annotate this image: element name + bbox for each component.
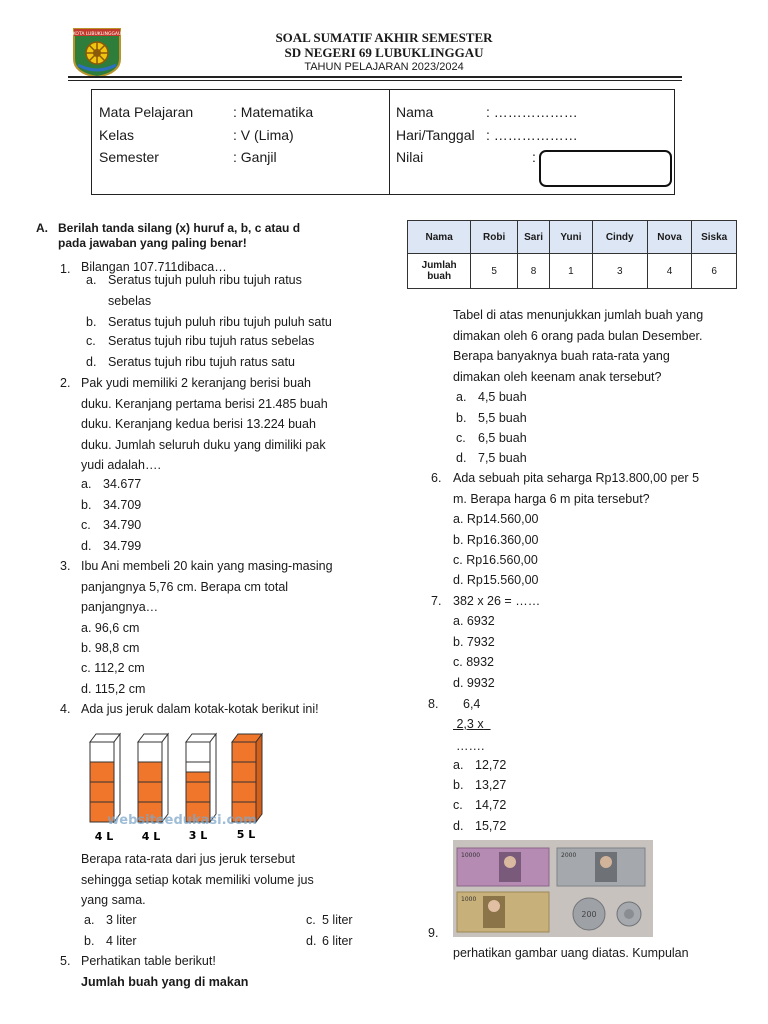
q2-option-a[interactable]: 34.677 [103,477,142,491]
table-cell: 3 [592,254,647,289]
q4-option-a[interactable]: 3 liter [106,913,137,927]
date-field[interactable]: : ……………… [486,127,578,143]
q5-option-b[interactable]: 5,5 buah [478,411,527,425]
q5-option-a-letter[interactable]: a. [456,390,467,404]
box-label-1: 4 L [94,830,114,843]
class-label: Kelas [99,127,135,143]
q1-option-a-letter[interactable]: a. [86,273,97,287]
table-header: Siska [692,221,737,254]
name-label: Nama [396,104,434,120]
q5-option-d[interactable]: 7,5 buah [478,451,527,465]
q5-option-c-letter[interactable]: c. [456,431,466,445]
header-rule [68,76,682,78]
info-divider [389,90,390,194]
q7-option-b[interactable]: b. 7932 [453,635,495,649]
q5-question: Tabel di atas menunjukkan jumlah buah yang dimakan oleh 6 orang pada bulan Desember. Berapa banyaknya buah rata-rata yang dimakan oleh keenam anak tersebut? [453,308,704,384]
q4-option-c[interactable]: 5 liter [322,913,353,927]
q5-number: 5. [60,954,71,968]
q6-option-b[interactable]: b. Rp16.360,00 [453,533,539,547]
table-header-row [408,221,737,254]
watermark: websiteedukasi.com [107,813,257,828]
q6-option-c[interactable]: c. Rp16.560,00 [453,553,538,567]
q5-table-title: Jumlah buah yang di makan [81,975,249,989]
school-year: TAHUN PELAJARAN 2023/2024 [304,61,464,73]
banknote-1000 [457,892,549,932]
class-value: : V (Lima) [233,127,294,143]
coin-200 [573,898,605,930]
section-letter: A. [36,221,48,235]
q3-text: Ibu Ani membeli 20 kain yang masing-masing panjangnya 5,76 cm. Berapa cm total panjangnya… [81,559,333,614]
q6-number: 6. [431,471,442,485]
q3-option-d[interactable]: d. 115,2 cm [81,682,146,696]
q6-option-d[interactable]: d. Rp15.560,00 [453,573,539,587]
q8-option-b[interactable]: 13,27 [475,778,507,792]
section-instruction-1: Berilah tanda silang (x) huruf a, b, c atau d [58,221,301,235]
q4-option-b-letter[interactable]: b. [84,934,95,948]
q2-option-a-letter[interactable]: a. [81,477,92,491]
q2-option-b[interactable]: 34.709 [103,498,142,512]
table-cell: 1 [550,254,593,289]
juice-boxes-figure [84,728,274,844]
q6-text: Ada sebuah pita seharga Rp13.800,00 per 5 m. Berapa harga 6 m pita tersebut? [453,471,700,506]
q4-text: Ada jus jeruk dalam kotak-kotak berikut ini! [81,702,319,716]
box-label-3: 3 L [188,829,208,842]
q7-number: 7. [431,594,442,608]
q3-option-a[interactable]: a. 96,6 cm [81,621,140,635]
score-label: Nilai [396,149,424,165]
q8-option-c-letter[interactable]: c. [453,798,463,812]
section-instruction-2: pada jawaban yang paling benar! [58,236,247,250]
q3-number: 3. [60,559,71,573]
q1-option-b[interactable]: Seratus tujuh puluh ribu tujuh puluh satu [108,315,332,329]
score-box[interactable] [539,150,672,187]
q4-number: 4. [60,702,71,716]
q8-result-blank: ……. [456,739,485,753]
table-row-label: Jumlah buah [408,254,471,289]
juice-column-4 [232,734,262,822]
coin-small [617,902,641,926]
q1-option-a-cont: sebelas [108,294,152,308]
q4-option-a-letter[interactable]: a. [84,913,95,927]
logo-caption: KOTA LUBUKLINGGAU [72,32,122,37]
q1-option-c[interactable]: Seratus tujuh ribu tujuh ratus sebelas [108,334,315,348]
svg-text:1000: 1000 [461,896,477,903]
q1-option-b-letter[interactable]: b. [86,315,97,329]
table-header: Cindy [592,221,647,254]
table-header: Robi [471,221,518,254]
q8-operand-2: 2,3 x [456,717,484,731]
table-header: Nama [408,221,471,254]
banknote-10000 [457,848,549,886]
header-rule-thin [68,80,682,81]
q6-option-a[interactable]: a. Rp14.560,00 [453,512,539,526]
semester-label: Semester [99,149,159,165]
q8-option-a[interactable]: 12,72 [475,758,507,772]
svg-text:10000: 10000 [461,852,481,859]
q2-text: Pak yudi memiliki 2 keranjang berisi buah duku. Keranjang pertama berisi 21.485 buah duku. Keranjang kedua berisi 13.224 buah duku. Jumlah seluruh duku yang dimiliki pak yudi adalah…. [81,376,328,472]
table-header: Sari [518,221,550,254]
q8-number: 8. [428,697,439,711]
table-cell: 8 [518,254,550,289]
q3-option-c[interactable]: c. 112,2 cm [81,661,145,675]
fruit-table [407,220,737,289]
table-header: Nova [647,221,692,254]
juice-column-3 [186,734,216,822]
subject-value: : Matematika [233,104,314,120]
school-name: SD NEGERI 69 LUBUKLINGGAU [284,45,484,60]
q1-option-d[interactable]: Seratus tujuh ribu tujuh ratus satu [108,355,295,369]
q2-option-d-letter[interactable]: d. [81,539,92,553]
q8-option-a-letter[interactable]: a. [453,758,464,772]
q5-text: Perhatikan table berikut! [81,954,216,968]
banknote-2000 [557,848,645,886]
box-label-4: 5 L [236,828,256,841]
q8-option-c[interactable]: 14,72 [475,798,507,812]
q5-option-a[interactable]: 4,5 buah [478,390,527,404]
q4-option-d-letter[interactable]: d. [306,934,317,948]
q5-option-c[interactable]: 6,5 buah [478,431,527,445]
juice-column-2 [138,734,168,822]
semester-value: : Ganjil [233,149,277,165]
date-label: Hari/Tanggal [396,127,475,143]
q7-option-d[interactable]: d. 9932 [453,676,495,690]
table-cell: 4 [647,254,692,289]
q2-option-c[interactable]: 34.790 [103,518,142,532]
q4-option-d[interactable]: 6 liter [322,934,353,948]
q2-option-c-letter[interactable]: c. [81,518,91,532]
q5-option-b-letter[interactable]: b. [456,411,467,425]
q8-option-d[interactable]: 15,72 [475,819,507,833]
q8-option-d-letter[interactable]: d. [453,819,464,833]
table-header: Yuni [550,221,593,254]
q9-text: perhatikan gambar uang diatas. Kumpulan [453,946,689,960]
table-row [408,254,737,289]
box-label-2: 4 L [141,830,161,843]
q1-text: Bilangan 107.711dibaca… [81,260,227,274]
q9-number: 9. [428,926,439,940]
q4-option-c-letter[interactable]: c. [306,913,316,927]
q2-option-b-letter[interactable]: b. [81,498,92,512]
q1-option-d-letter[interactable]: d. [86,355,97,369]
svg-text:200: 200 [581,910,597,919]
q8-operand-1: 6,4 [463,697,481,711]
svg-text:2000: 2000 [561,852,577,859]
q1-number: 1. [60,262,71,276]
q3-option-b[interactable]: b. 98,8 cm [81,641,140,655]
q2-option-d[interactable]: 34.799 [103,539,142,553]
exam-title: SOAL SUMATIF AKHIR SEMESTER [275,30,493,45]
table-cell: 5 [471,254,518,289]
score-colon: : [532,149,536,165]
subject-label: Mata Pelajaran [99,104,194,120]
q1-option-c-letter[interactable]: c. [86,334,96,348]
q8-option-b-letter[interactable]: b. [453,778,464,792]
q1-option-a[interactable]: Seratus tujuh puluh ribu tujuh ratus [108,273,302,287]
name-field[interactable]: : ……………… [486,104,578,120]
juice-column-1 [90,734,120,822]
table-cell: 6 [692,254,737,289]
q5-option-d-letter[interactable]: d. [456,451,467,465]
q7-option-c[interactable]: c. 8932 [453,655,495,669]
q2-number: 2. [60,376,71,390]
q7-option-a[interactable]: a. 6932 [453,614,495,628]
q7-text: 382 x 26 = …… [453,594,541,608]
money-image [453,840,653,937]
q4-question: Berapa rata-rata dari jus jeruk tersebut sehingga setiap kotak memiliki volume jus yang sama. [81,852,314,907]
q4-option-b[interactable]: 4 liter [106,934,137,948]
